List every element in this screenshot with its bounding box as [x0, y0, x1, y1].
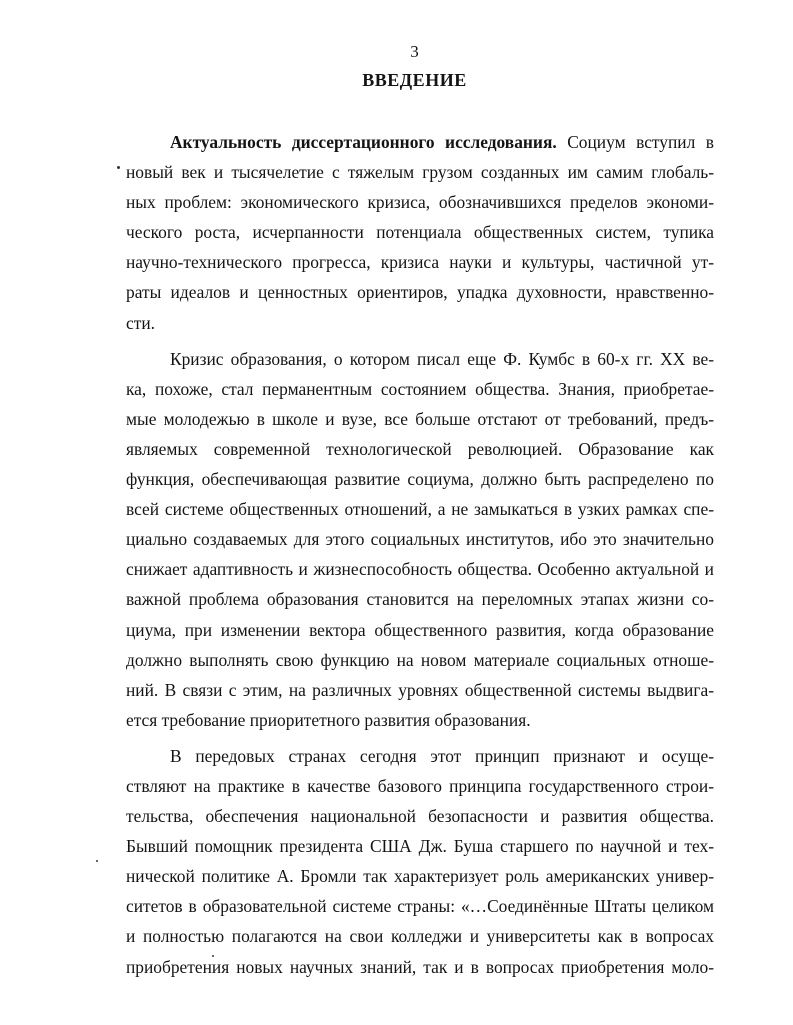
- text-line: всей системе общественных отношений, а не замыкаться в узких рамках спе-: [126, 499, 714, 520]
- text-line: ний. В связи с этим, на различных уровнях общественной системы выдвига-: [126, 679, 714, 700]
- text-line: снижает адаптивность и жизнеспособность общества. Особенно актуальной и: [126, 559, 714, 580]
- text-line: тельства, обеспечения национальной безопасности и развития общества.: [126, 806, 714, 827]
- text-line: сти.: [126, 312, 155, 333]
- text-line: циально создаваемых для этого социальных институтов, ибо это значительно: [126, 529, 714, 550]
- page-title: ВВЕДЕНИЕ: [362, 70, 467, 90]
- lead-bold-text: Актуальность диссертационного исследования.: [170, 132, 557, 152]
- page-number: 3: [410, 42, 419, 61]
- text-line: приобретения новых научных знаний, так и в вопросах приобретения моло-: [126, 956, 714, 977]
- text-line: Кризис образования, о котором писал еще Ф. Кумбс в 60-х гг. XX ве-: [170, 348, 714, 369]
- scan-speck: [117, 166, 120, 169]
- text-line: Бывший помощник президента США Дж. Буша старшего по научной и тех-: [126, 836, 714, 857]
- text-line: раты идеалов и ценностных ориентиров, упадка духовности, нравственно-: [126, 282, 714, 303]
- text-line: ческого роста, исчерпанности потенциала общественных систем, тупика: [126, 222, 714, 243]
- text-line: новый век и тысячелетие с тяжелым грузом созданных им самим глобаль-: [126, 162, 714, 183]
- text-line: важной проблема образования становится на переломных этапах жизни со-: [126, 589, 714, 610]
- body-text: [126, 127, 714, 982]
- paragraph: [126, 741, 714, 982]
- scan-speck: [96, 860, 98, 862]
- text-line: функция, обеспечивающая развитие социума, должно быть распределено по: [126, 469, 714, 490]
- text-line: циума, при изменении вектора общественного развития, когда образование: [126, 619, 714, 640]
- text-line: ных проблем: экономического кризиса, обозначившихся пределов экономи-: [126, 192, 714, 213]
- text-line: мые молодежью в школе и вузе, все больше отстают от требований, предъ-: [126, 408, 714, 429]
- text-line: научно-технического прогресса, кризиса науки и культуры, частичной ут-: [126, 252, 714, 273]
- paragraph: [126, 344, 714, 735]
- text-line: ствляют на практике в качестве базового принципа государственного строи-: [126, 775, 714, 796]
- text-line: ется требование приоритетного развития образования.: [126, 709, 531, 730]
- text-line: ка, похоже, стал перманентным состоянием общества. Знания, приобретае-: [126, 378, 714, 399]
- text-line: являемых современной технологической революцией. Образование как: [126, 438, 714, 459]
- text-line: нической политике А. Бромли так характеризует роль американских универ-: [126, 866, 714, 887]
- text-line: должно выполнять свою функцию на новом материале социальных отноше-: [126, 649, 714, 670]
- text-line: Актуальность диссертационного исследования. Социум вступил в: [170, 132, 714, 152]
- text-line: и полностью полагаются на свои колледжи и университеты как в вопросах: [126, 926, 714, 947]
- paragraph: [126, 127, 714, 338]
- scan-speck: [212, 955, 214, 957]
- text-line: В передовых странах сегодня этот принцип признают и осуще-: [170, 745, 714, 766]
- text-line: ситетов в образовательной системе страны: «…Соединённые Штаты целиком: [126, 896, 714, 917]
